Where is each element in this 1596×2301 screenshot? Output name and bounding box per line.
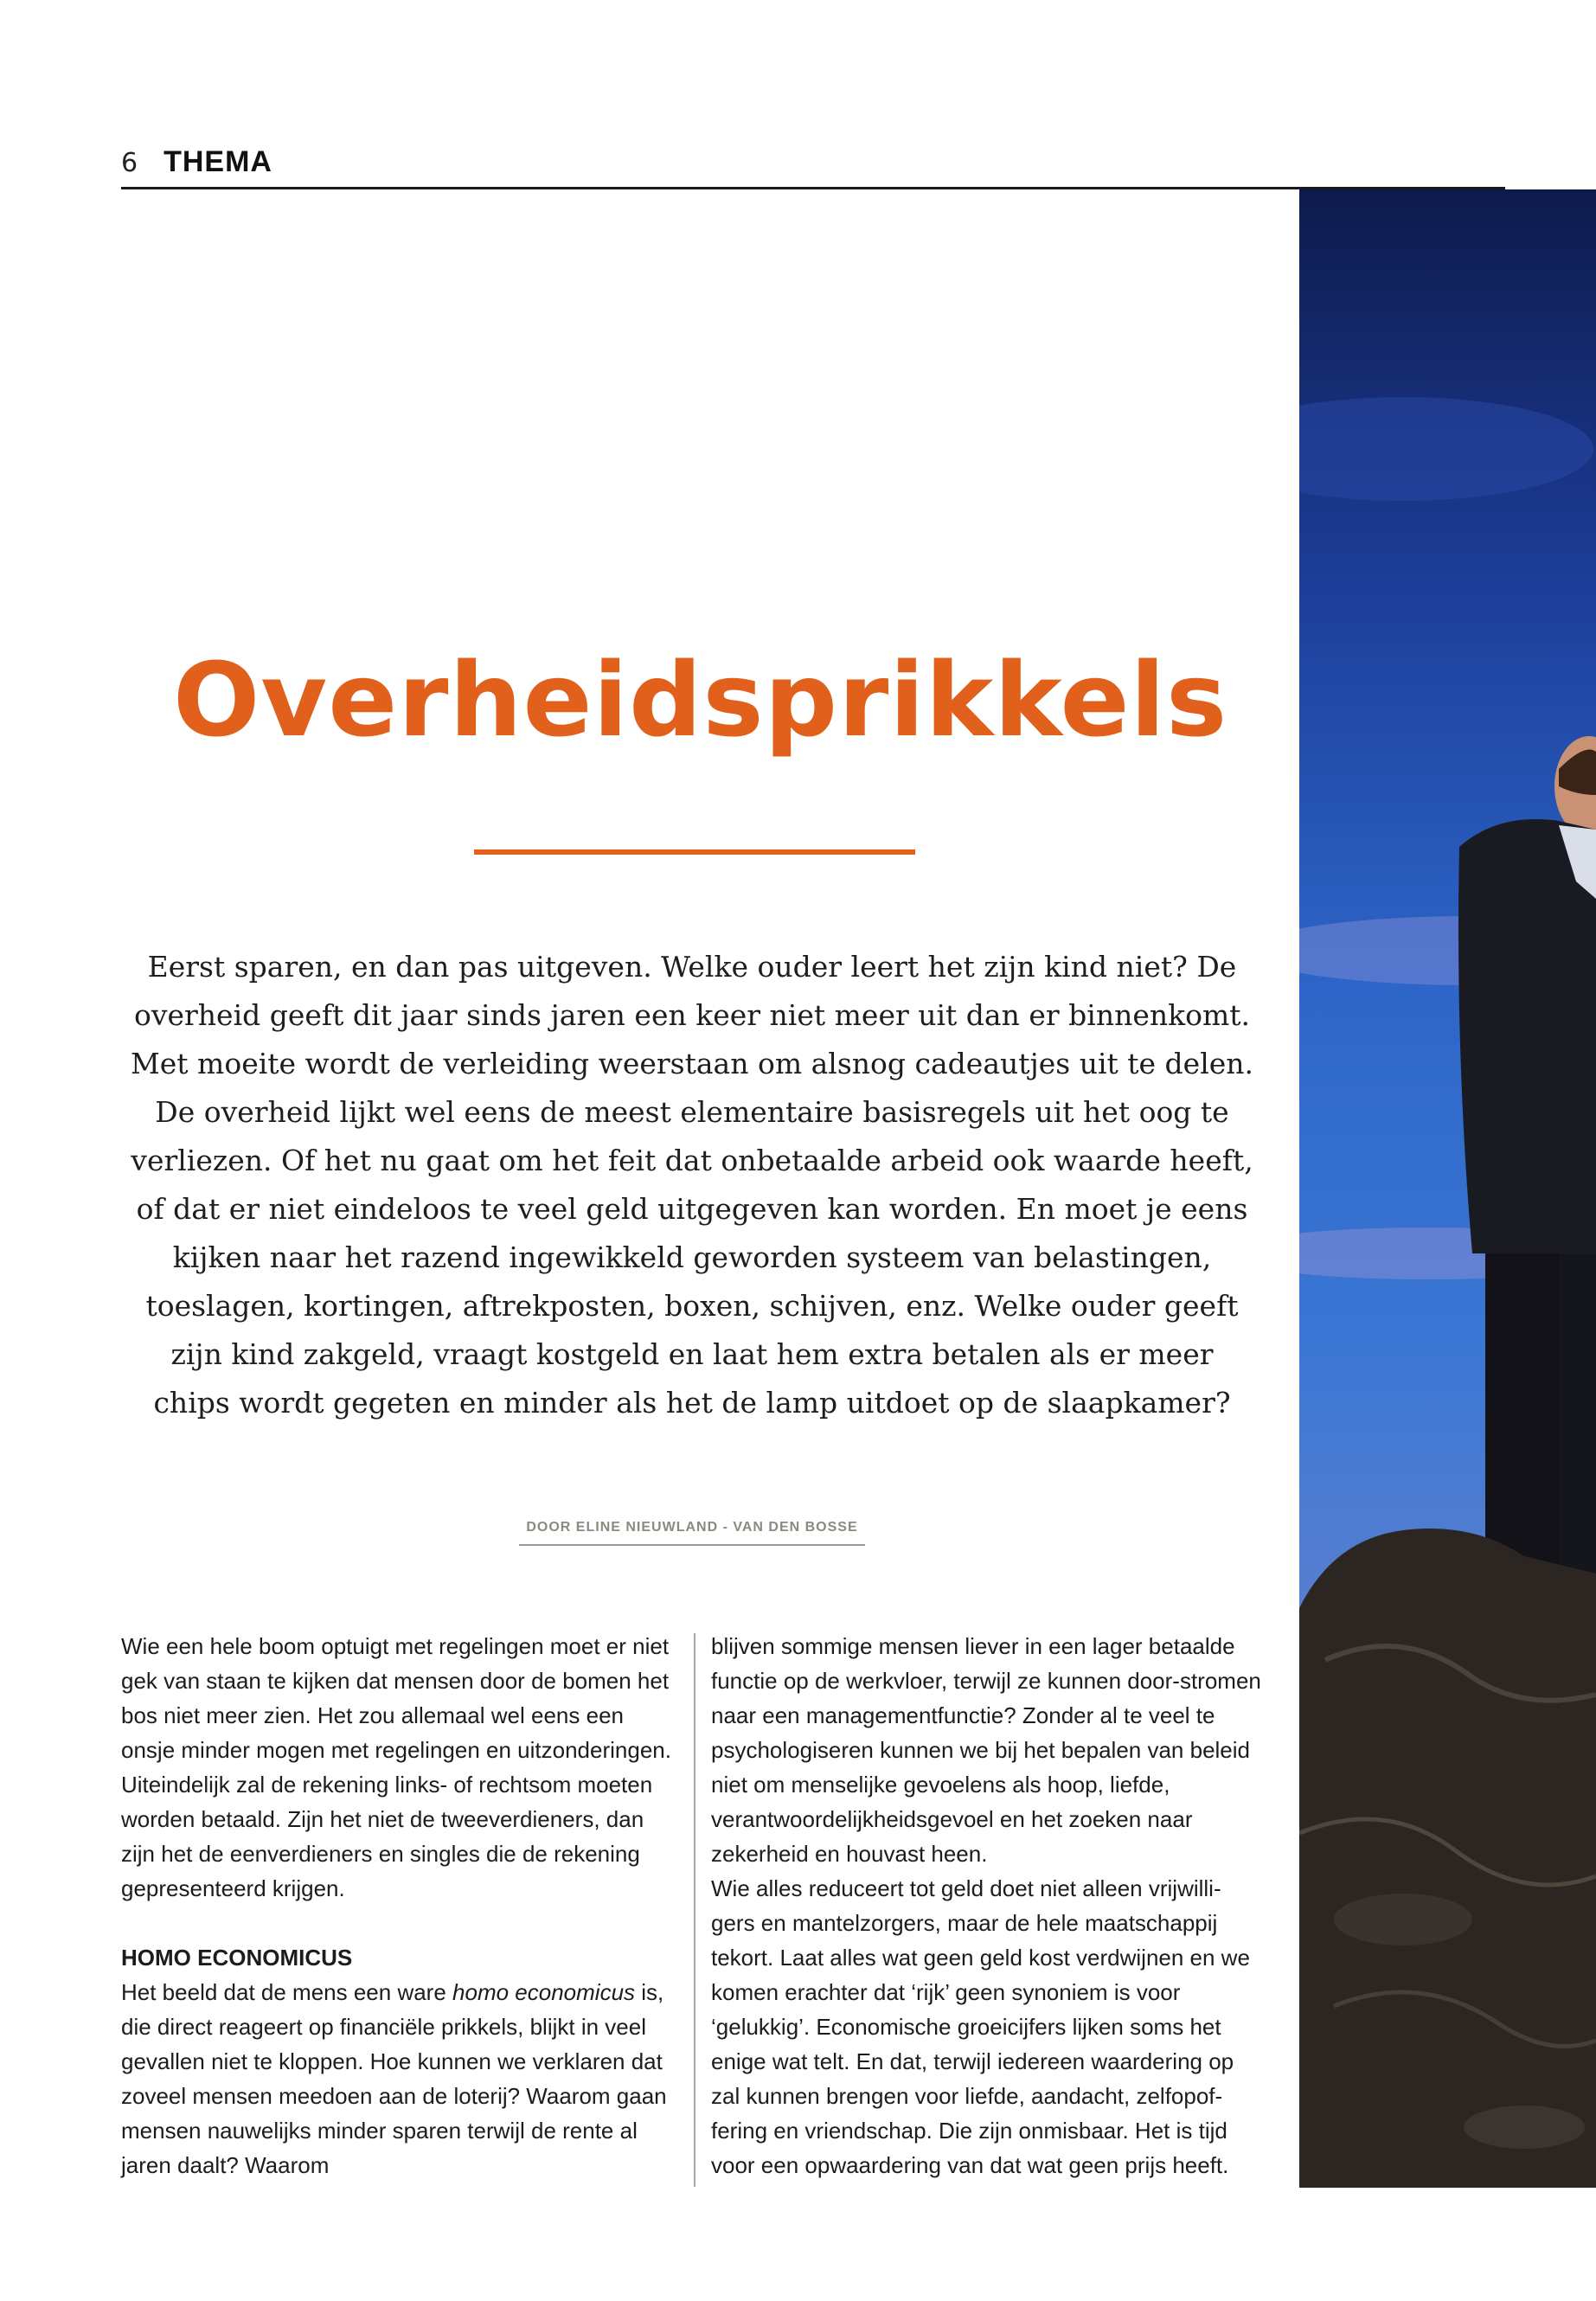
right-column — [711, 1629, 1265, 2182]
paragraph-text: is, die direct reageert op financiële prikkels, blijkt in veel gevallen niet te kloppen. Hoe kunnen we verklaren dat zoveel mensen meedoen aan de loterij? Waarom gaan mensen nauwelijks minder sparen terwijl de rente al jaren daalt? Waarom — [121, 1979, 667, 2178]
businessman-on-rock-photo — [1299, 189, 1596, 2188]
section-label: THEMA — [163, 145, 272, 178]
article-title: Overheidsprikkels — [173, 640, 1228, 760]
left-paragraph-1: Wie een hele boom optuigt met regelingen moet er niet gek van staan te kijken dat mensen door de bomen het bos niet meer zien. Het zou allemaal wel eens een onsje minder mogen met regelingen en uitzonderingen. Uiteindelijk zal de rekening links- of rechtsom moeten worden betaald. Zijn het niet de tweeverdieners, dan zijn het de eenverdieners en singles die de rekening gepresenteerd krijgen. — [121, 1633, 671, 1901]
left-paragraph-2 — [121, 1975, 675, 2182]
title-underline — [474, 849, 915, 855]
page-header — [121, 145, 272, 179]
paragraph-text: Het beeld dat de mens een ware — [121, 1979, 453, 2005]
author-byline: DOOR ELINE NIEUWLAND - VAN DEN BOSSE — [519, 1520, 865, 1546]
italic-term: homo economicus — [452, 1979, 636, 2005]
column-divider — [694, 1633, 695, 2187]
right-paragraph-1: blijven sommige mensen liever in een lager betaalde functie op de werkvloer, terwijl ze kunnen door-stromen naar een managementfunctie? Zonder al te veel te psychologiseren kunnen we bij het bepalen van beleid niet om menselijke gevoelens als hoop, liefde, verantwoordelijkheidsgevoel en het zoeken naar zekerheid en houvast heen. — [711, 1633, 1261, 1867]
header-divider — [121, 187, 1505, 189]
article-intro: Eerst sparen, en dan pas uitgeven. Welke ouder leert het zijn kind niet? De overheid geeft dit jaar sinds jaren een keer niet meer uit dan er binnenkomt. Met moeite wordt de verleiding weerstaan om alsnog cadeautjes uit te delen. De overheid lijkt wel eens de meest elementaire basisregels uit het oog te verliezen. Of het nu gaat om het feit dat onbetaalde arbeid ook waarde heeft, of dat er niet eindeloos te veel geld uitgegeven kan worden. En moet je eens kijken naar het razend ingewikkeld geworden systeem van belastingen, toeslagen, kortingen, aftrekposten, boxen, schijven, enz. Welke ouder geeft zijn kind zakgeld, vraagt kostgeld en laat hem extra betalen als er meer chips wordt gegeten en minder als het de lamp uitdoet op de slaapkamer? — [130, 950, 1254, 1420]
right-paragraph-2: Wie alles reduceert tot geld doet niet alleen vrijwilli-gers en mantelzorgers, maar de hele maatschappij tekort. Laat alles wat geen geld kost verdwijnen en we komen erachter dat ‘rijk’ geen synoniem is voor ‘gelukkig’. Economische groeicijfers lijken soms het enige wat telt. En dat, terwijl iedereen waardering op zal kunnen brengen voor liefde, aandacht, zelfopof-fering en vriendschap. Die zijn onmisbaar. Het is tijd voor een opwaardering van dat wat geen prijs heeft. — [711, 1875, 1250, 2178]
section-subheading: HOMO ECONOMICUS — [121, 1945, 353, 1971]
photo-illustration — [1299, 189, 1596, 2188]
left-column — [121, 1629, 675, 2182]
page-number: 6 — [121, 148, 138, 178]
